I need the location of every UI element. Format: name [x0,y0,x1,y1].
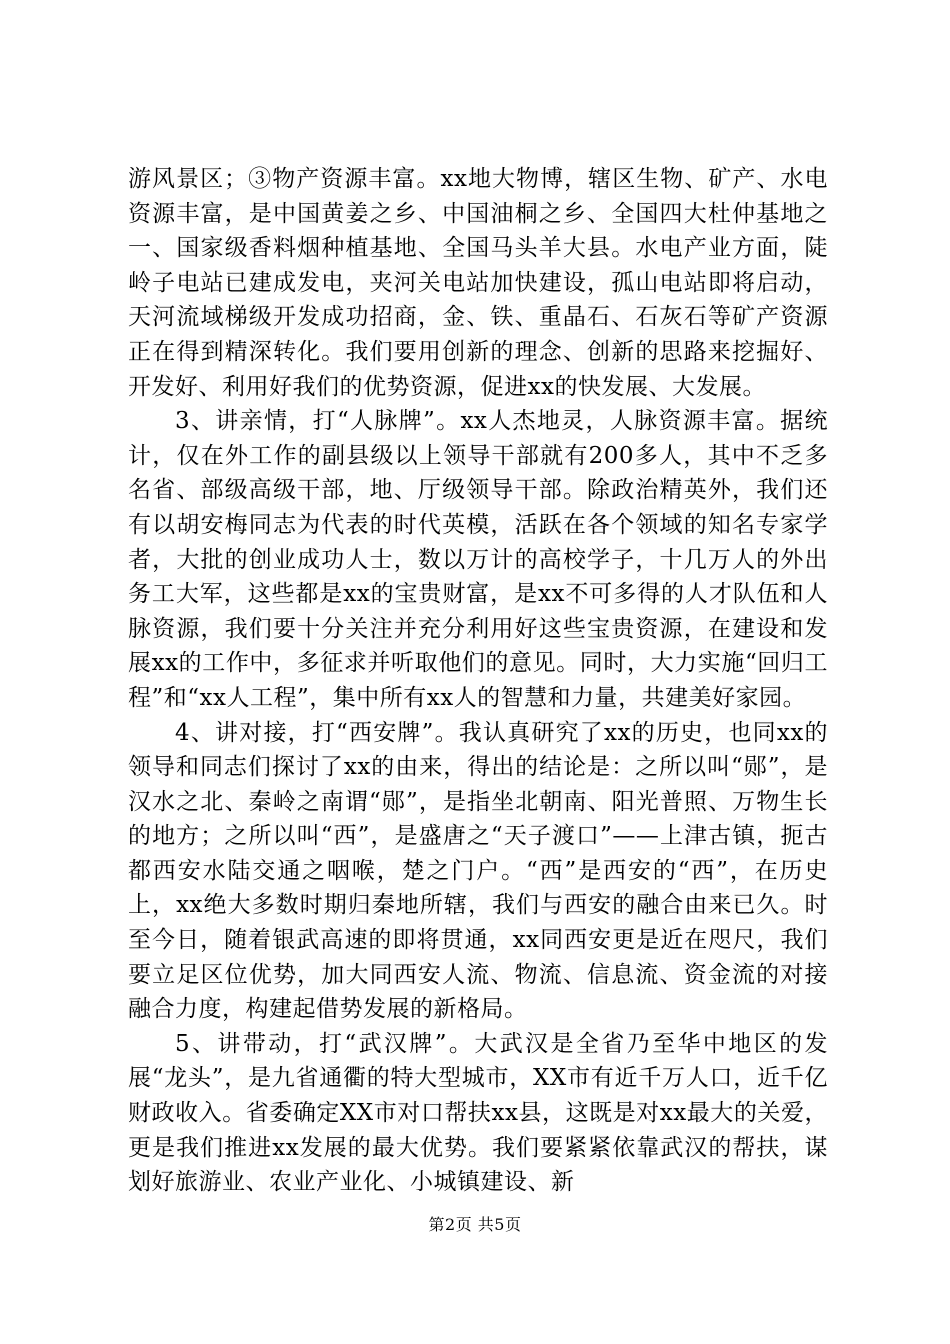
paragraph-4: 5、讲带动，打“武汉牌”。大武汉是全省乃至华中地区的发展“龙头”，是九省通衢的特大型城市，XX市有近千万人口，近千亿财政收入。省委确定XX市对口帮扶xx县，这既是对xx最大的关爱，更是我们推进xx发展的最大优势。我们要紧紧依靠武汉的帮扶，谋划好旅游业、农业产业化、小城镇建设、新 [128,1030,828,1196]
paragraph-3: 4、讲对接，打“西安牌”。我认真研究了xx的历史，也同xx的领导和同志们探讨了xx的由来，得出的结论是：之所以叫“郧”，是汉水之北、秦岭之南谓“郧”，是指坐北朝南、阳光普照、万物生长的地方；之所以叫“西”，是盛唐之“天子渡口”——上津古镇，扼古都西安水陆交通之咽喉，楚之门户。“西”是西安的“西”，在历史上，xx绝大多数时期归秦地所辖，我们与西安的融合由来已久。时至今日，随着银武高速的即将贯通，xx同西安更是近在咫尺，我们要立足区位优势，加大同西安人流、物流、信息流、资金流的对接融合力度，构建起借势发展的新格局。 [128,719,828,1023]
paragraph-2: 3、讲亲情，打“人脉牌”。xx人杰地灵，人脉资源丰富。据统计，仅在外工作的副县级以上领导干部就有200多人，其中不乏多名省、部级高级干部，地、厅级领导干部。除政治精英外，我们还有以胡安梅同志为代表的时代英模，活跃在各个领域的知名专家学者，大批的创业成功人士，数以万计的高校学子，十几万人的外出务工大军，这些都是xx的宝贵财富，是xx不可多得的人才队伍和人脉资源，我们要十分关注并充分利用好这些宝贵资源，在建设和发展xx的工作中，多征求并听取他们的意见。同时，大力实施“回归工程”和“xx人工程”，集中所有xx人的智慧和力量，共建美好家园。 [128,408,828,711]
paragraph-1: 游风景区；③物产资源丰富。xx地大物博，辖区生物、矿产、水电资源丰富，是中国黄姜之乡、中国油桐之乡、全国四大杜仲基地之一、国家级香料烟种植基地、全国马头羊大县。水电产业方面，陡岭子电站已建成发电，夹河关电站加快建设，孤山电站即将启动，天河流域梯级开发成功招商，金、铁、重晶石、石灰石等矿产资源正在得到精深转化。我们要用创新的理念、创新的思路来挖掘好、开发好、利用好我们的优势资源，促进xx的快发展、大发展。 [128,166,828,400]
document-body [128,162,828,1200]
page-footer: 第2页 共5页 [428,1215,522,1234]
